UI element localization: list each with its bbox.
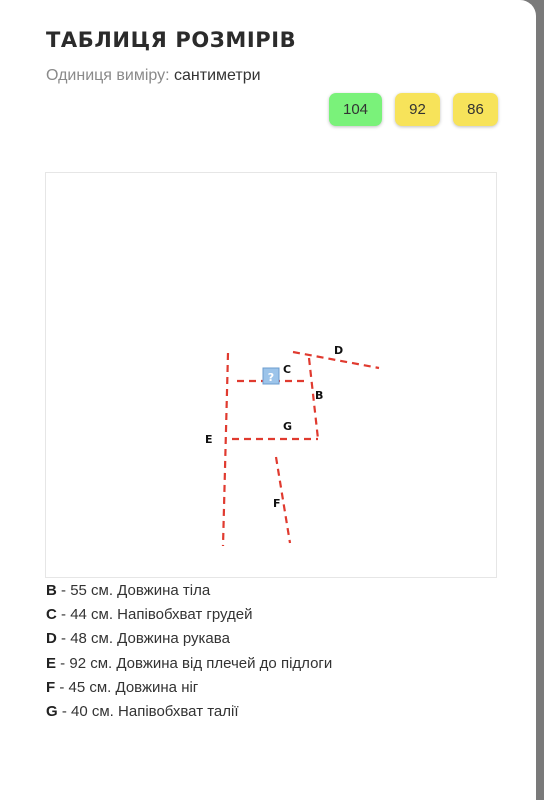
unit-value: сантиметри — [174, 67, 261, 84]
line-e — [223, 353, 228, 546]
measurement-separator: - — [56, 654, 70, 672]
size-button-104[interactable]: 104 — [329, 93, 382, 126]
svg-text:?: ? — [267, 371, 275, 384]
label-f: F — [273, 497, 281, 510]
label-b: B — [315, 389, 324, 402]
measurement-item — [46, 653, 332, 677]
measurement-text: 40 см. Напівобхват талії — [71, 702, 239, 720]
measurement-text: 44 см. Напівобхват грудей — [70, 606, 253, 624]
measurement-separator: - — [57, 702, 72, 720]
measurement-key: C — [46, 606, 57, 624]
measurement-key: G — [46, 702, 58, 720]
unit-label: Одиниця виміру: — [46, 67, 170, 84]
diagram-svg — [46, 173, 498, 579]
measurement-text: 45 см. Довжина ніг — [68, 678, 199, 696]
measurement-item — [46, 580, 332, 604]
size-button-86[interactable]: 86 — [453, 93, 498, 126]
measurement-separator: - — [56, 606, 71, 624]
label-d: D — [334, 344, 344, 357]
measurement-item — [46, 701, 332, 725]
label-c: C — [283, 363, 292, 376]
measurement-key: D — [46, 630, 57, 648]
measurement-diagram — [45, 172, 497, 578]
measurement-key: B — [46, 582, 57, 599]
size-button-92[interactable]: 92 — [395, 93, 440, 126]
measurement-separator: - — [56, 582, 71, 599]
measurement-item — [46, 604, 332, 628]
measurement-key: F — [46, 678, 56, 696]
measurement-separator: - — [55, 678, 69, 696]
measurement-item — [46, 677, 332, 701]
broken-image-icon — [263, 368, 279, 384]
label-e: E — [205, 433, 213, 446]
unit-row — [46, 67, 261, 85]
page-title: ТАБЛИЦЯ РОЗМІРІВ — [46, 28, 297, 52]
measurement-text: 92 см. Довжина від плечей до підлоги — [69, 654, 333, 672]
measurement-key: E — [46, 654, 57, 672]
measurement-text: 48 см. Довжина рукава — [70, 630, 230, 648]
label-g: G — [283, 420, 293, 433]
measurement-separator: - — [56, 630, 71, 648]
measurement-list — [46, 580, 332, 725]
measurement-text: 55 см. Довжина тіла — [70, 582, 211, 599]
measurement-item — [46, 628, 332, 652]
